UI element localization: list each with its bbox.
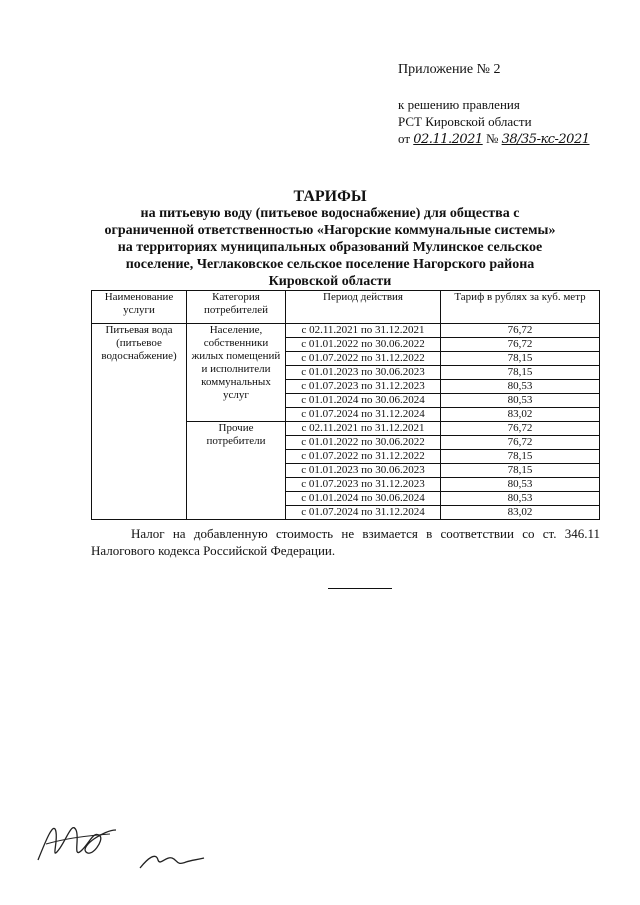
period-cell: с 01.01.2024 по 30.06.2024 [286, 492, 441, 506]
title-line-5: Кировской области [268, 274, 392, 289]
period-cell: с 01.01.2022 по 30.06.2022 [286, 338, 441, 352]
period-cell: с 02.11.2021 по 31.12.2021 [286, 422, 441, 436]
decision-date-line [398, 130, 590, 148]
header-period: Период действия [286, 291, 441, 324]
period-cell: с 01.07.2023 по 31.12.2023 [286, 380, 441, 394]
period-cell: с 01.01.2022 по 30.06.2022 [286, 436, 441, 450]
title-main: ТАРИФЫ [293, 188, 367, 205]
period-cell: с 01.07.2023 по 31.12.2023 [286, 478, 441, 492]
handwritten-signature [20, 800, 220, 880]
number-sign: № [485, 131, 499, 146]
title-line-2: ограниченной ответственностью «Нагорские коммунальные системы» [104, 223, 556, 238]
rate-cell: 83,02 [441, 506, 600, 520]
period-cell: с 01.07.2024 по 31.12.2024 [286, 506, 441, 520]
rate-cell: 80,53 [441, 394, 600, 408]
tariff-table [91, 290, 600, 520]
title-line-3: на территориях муниципальных образований Мулинское сельское [117, 240, 543, 255]
period-cell: с 01.01.2023 по 30.06.2023 [286, 366, 441, 380]
rate-cell: 80,53 [441, 380, 600, 394]
decision-line-1: к решению правления [398, 97, 520, 112]
rate-cell: 80,53 [441, 478, 600, 492]
table-header-row [92, 291, 600, 324]
rate-cell: 76,72 [441, 324, 600, 338]
period-cell: с 01.07.2022 по 31.12.2022 [286, 450, 441, 464]
rate-cell: 83,02 [441, 408, 600, 422]
closing-divider [328, 588, 392, 589]
vat-note: Налог на добавленную стоимость не взимается в соответствии со ст. 346.11 Налогового кодекса Российской Федерации. [91, 526, 600, 558]
table-row [92, 324, 600, 338]
rate-cell: 78,15 [441, 366, 600, 380]
category-other: Прочие потребители [187, 422, 286, 520]
period-cell: с 01.07.2024 по 31.12.2024 [286, 408, 441, 422]
service-name: Питьевая вода (питьевое водоснабжение) [92, 324, 187, 520]
header-category: Категория потребителей [187, 291, 286, 324]
period-cell: с 01.07.2022 по 31.12.2022 [286, 352, 441, 366]
handwritten-date: 02.11.2021 [413, 132, 483, 147]
handwritten-number: 38/35-кс-2021 [501, 132, 590, 147]
rate-cell: 76,72 [441, 436, 600, 450]
header-service: Наименование услуги [92, 291, 187, 324]
decision-line-2: РСТ Кировской области [398, 114, 532, 129]
header-rate: Тариф в рублях за куб. метр [441, 291, 600, 324]
rate-cell: 80,53 [441, 492, 600, 506]
title-line-1: на питьевую воду (питьевое водоснабжение) для общества с [140, 206, 520, 221]
document-title [60, 188, 600, 290]
rate-cell: 76,72 [441, 422, 600, 436]
from-prefix: от [398, 131, 411, 146]
rate-cell: 78,15 [441, 464, 600, 478]
rate-cell: 78,15 [441, 450, 600, 464]
category-population: Население, собственники жилых помещений и исполнители коммунальных услуг [187, 324, 286, 422]
rate-cell: 78,15 [441, 352, 600, 366]
appendix-label: Приложение № 2 [398, 62, 501, 77]
decision-reference [398, 96, 590, 148]
period-cell: с 01.01.2023 по 30.06.2023 [286, 464, 441, 478]
period-cell: с 01.01.2024 по 30.06.2024 [286, 394, 441, 408]
rate-cell: 76,72 [441, 338, 600, 352]
period-cell: с 02.11.2021 по 31.12.2021 [286, 324, 441, 338]
title-line-4: поселение, Чеглаковское сельское поселение Нагорского района [125, 257, 535, 272]
